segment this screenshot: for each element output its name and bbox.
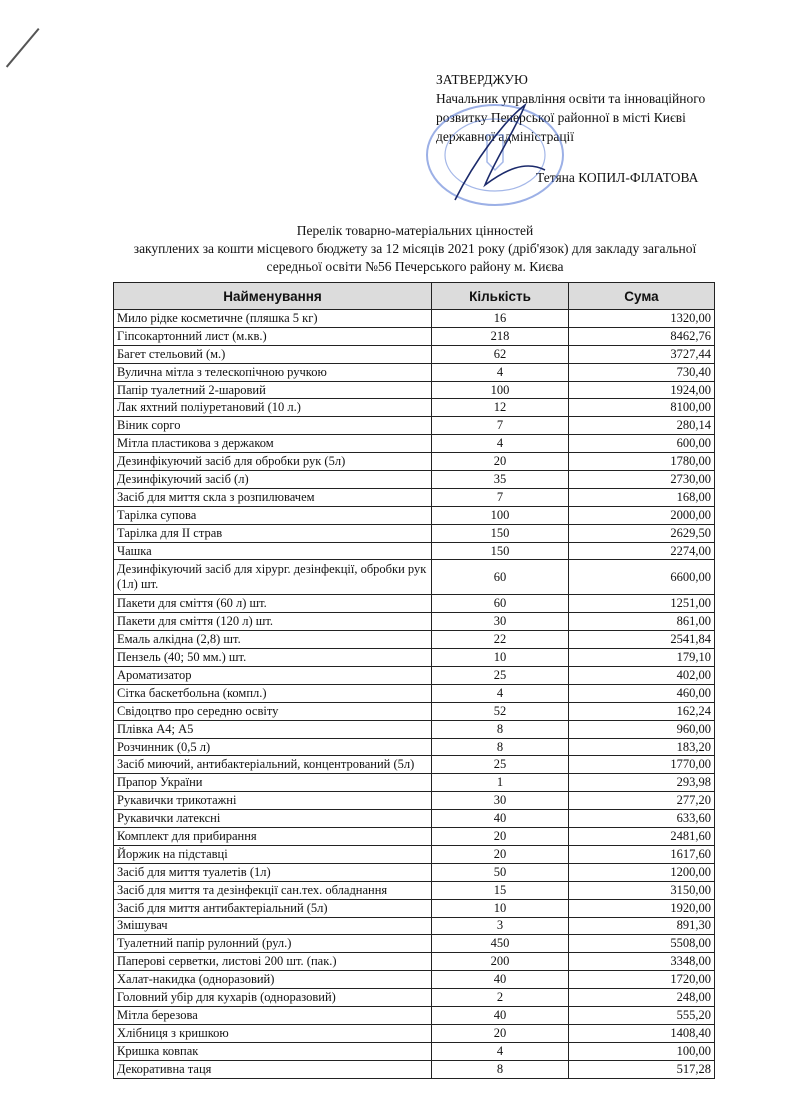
table-row bbox=[114, 667, 715, 685]
item-sum-cell: 8100,00 bbox=[569, 399, 715, 417]
item-sum-cell: 460,00 bbox=[569, 684, 715, 702]
item-sum-cell: 2000,00 bbox=[569, 506, 715, 524]
item-name-cell: Тарілка для ІІ страв bbox=[114, 524, 432, 542]
scan-mark bbox=[6, 28, 40, 68]
table-row bbox=[114, 899, 715, 917]
item-name-cell: Лак яхтний поліуретановий (10 л.) bbox=[114, 399, 432, 417]
item-name-cell: Паперові серветки, листові 200 шт. (пак.) bbox=[114, 953, 432, 971]
item-name-cell: Халат-накидка (одноразовий) bbox=[114, 971, 432, 989]
item-quantity-cell: 8 bbox=[432, 720, 569, 738]
item-sum-cell: 1770,00 bbox=[569, 756, 715, 774]
item-name-cell: Чашка bbox=[114, 542, 432, 560]
table-row bbox=[114, 435, 715, 453]
table-row bbox=[114, 613, 715, 631]
official-stamp bbox=[415, 100, 570, 210]
table-row bbox=[114, 471, 715, 489]
heading-line: закуплених за кошти місцевого бюджету за 12 місяців 2021 року (дріб'язок) для закладу загальної bbox=[133, 241, 697, 256]
item-sum-cell: 1617,60 bbox=[569, 845, 715, 863]
item-quantity-cell: 15 bbox=[432, 881, 569, 899]
item-name-cell: Дезинфікуючий засіб для хірург. дезінфекції, обробки рук (1л) шт. bbox=[114, 560, 432, 595]
table-row bbox=[114, 1060, 715, 1078]
heading-line: Перелік товарно-матеріальних цінностей bbox=[296, 223, 534, 238]
item-quantity-cell: 2 bbox=[432, 989, 569, 1007]
table-row bbox=[114, 506, 715, 524]
item-quantity-cell: 50 bbox=[432, 863, 569, 881]
approval-position: розвитку Печерської районної в місті Києві bbox=[436, 110, 686, 125]
item-quantity-cell: 52 bbox=[432, 702, 569, 720]
item-sum-cell: 293,98 bbox=[569, 774, 715, 792]
item-name-cell: Засіб миючий, антибактеріальний, концентрований (5л) bbox=[114, 756, 432, 774]
item-sum-cell: 2274,00 bbox=[569, 542, 715, 560]
item-name-cell: Кришка ковпак bbox=[114, 1042, 432, 1060]
item-name-cell: Ароматизатор bbox=[114, 667, 432, 685]
item-quantity-cell: 4 bbox=[432, 435, 569, 453]
table-row bbox=[114, 756, 715, 774]
approval-position: державної адміністрації bbox=[436, 129, 575, 144]
item-name-cell: Вулична мітла з телескопічною ручкою bbox=[114, 363, 432, 381]
table-row bbox=[114, 810, 715, 828]
table-row bbox=[114, 417, 715, 435]
item-name-cell: Свідоцтво про середню освіту bbox=[114, 702, 432, 720]
item-quantity-cell: 30 bbox=[432, 613, 569, 631]
table-row bbox=[114, 881, 715, 899]
stamp-inner-ring bbox=[445, 119, 545, 191]
item-name-cell: Пакети для сміття (120 л) шт. bbox=[114, 613, 432, 631]
item-sum-cell: 5508,00 bbox=[569, 935, 715, 953]
item-quantity-cell: 3 bbox=[432, 917, 569, 935]
item-sum-cell: 2481,60 bbox=[569, 828, 715, 846]
table-row bbox=[114, 560, 715, 595]
table-row bbox=[114, 345, 715, 363]
item-name-cell: Хлібниця з кришкою bbox=[114, 1024, 432, 1042]
table-row bbox=[114, 684, 715, 702]
item-name-cell: Декоративна таця bbox=[114, 1060, 432, 1078]
item-sum-cell: 277,20 bbox=[569, 792, 715, 810]
item-sum-cell: 1200,00 bbox=[569, 863, 715, 881]
item-sum-cell: 179,10 bbox=[569, 649, 715, 667]
item-name-cell: Змішувач bbox=[114, 917, 432, 935]
item-sum-cell: 162,24 bbox=[569, 702, 715, 720]
column-header-quantity: Кількість bbox=[432, 283, 569, 310]
item-name-cell: Тарілка супова bbox=[114, 506, 432, 524]
item-quantity-cell: 450 bbox=[432, 935, 569, 953]
item-quantity-cell: 4 bbox=[432, 1042, 569, 1060]
table-row bbox=[114, 917, 715, 935]
table-row bbox=[114, 953, 715, 971]
table-row bbox=[114, 399, 715, 417]
table-row bbox=[114, 524, 715, 542]
item-quantity-cell: 20 bbox=[432, 1024, 569, 1042]
item-quantity-cell: 16 bbox=[432, 310, 569, 328]
table-row bbox=[114, 542, 715, 560]
item-name-cell: Головний убір для кухарів (одноразовий) bbox=[114, 989, 432, 1007]
item-quantity-cell: 8 bbox=[432, 1060, 569, 1078]
table-row bbox=[114, 1024, 715, 1042]
item-sum-cell: 730,40 bbox=[569, 363, 715, 381]
heading-line: середньої освіти №56 Печерського району м. Києва bbox=[266, 259, 564, 274]
item-sum-cell: 3150,00 bbox=[569, 881, 715, 899]
table-row bbox=[114, 863, 715, 881]
item-name-cell: Рукавички латексні bbox=[114, 810, 432, 828]
table-row bbox=[114, 738, 715, 756]
item-quantity-cell: 1 bbox=[432, 774, 569, 792]
item-name-cell: Засіб для миття скла з розпилювачем bbox=[114, 488, 432, 506]
item-quantity-cell: 4 bbox=[432, 684, 569, 702]
item-name-cell: Мило рідке косметичне (пляшка 5 кг) bbox=[114, 310, 432, 328]
item-name-cell: Папір туалетний 2-шаровий bbox=[114, 381, 432, 399]
table-row bbox=[114, 488, 715, 506]
item-quantity-cell: 60 bbox=[432, 595, 569, 613]
item-sum-cell: 1408,40 bbox=[569, 1024, 715, 1042]
item-sum-cell: 2541,84 bbox=[569, 631, 715, 649]
item-sum-cell: 402,00 bbox=[569, 667, 715, 685]
approval-position: Начальник управління освіти та інноваційного bbox=[436, 91, 706, 106]
stamp-outer-ring bbox=[427, 105, 563, 205]
item-name-cell: Комплект для прибирання bbox=[114, 828, 432, 846]
table-row bbox=[114, 631, 715, 649]
table-row bbox=[114, 363, 715, 381]
item-name-cell: Мітла березова bbox=[114, 1006, 432, 1024]
item-quantity-cell: 20 bbox=[432, 828, 569, 846]
item-name-cell: Пакети для сміття (60 л) шт. bbox=[114, 595, 432, 613]
item-sum-cell: 555,20 bbox=[569, 1006, 715, 1024]
item-sum-cell: 1780,00 bbox=[569, 453, 715, 471]
item-name-cell: Дезинфікуючий засіб (л) bbox=[114, 471, 432, 489]
item-quantity-cell: 25 bbox=[432, 667, 569, 685]
item-sum-cell: 2730,00 bbox=[569, 471, 715, 489]
table-row bbox=[114, 792, 715, 810]
item-quantity-cell: 20 bbox=[432, 845, 569, 863]
item-quantity-cell: 8 bbox=[432, 738, 569, 756]
item-sum-cell: 3727,44 bbox=[569, 345, 715, 363]
item-sum-cell: 183,20 bbox=[569, 738, 715, 756]
item-quantity-cell: 10 bbox=[432, 649, 569, 667]
item-sum-cell: 2629,50 bbox=[569, 524, 715, 542]
table-row bbox=[114, 310, 715, 328]
item-quantity-cell: 150 bbox=[432, 542, 569, 560]
item-quantity-cell: 25 bbox=[432, 756, 569, 774]
item-sum-cell: 1251,00 bbox=[569, 595, 715, 613]
table-header-row bbox=[114, 283, 715, 310]
item-name-cell: Емаль алкідна (2,8) шт. bbox=[114, 631, 432, 649]
item-name-cell: Засіб для миття та дезінфекції сан.тех. обладнання bbox=[114, 881, 432, 899]
item-sum-cell: 600,00 bbox=[569, 435, 715, 453]
item-sum-cell: 168,00 bbox=[569, 488, 715, 506]
item-sum-cell: 1924,00 bbox=[569, 381, 715, 399]
item-quantity-cell: 10 bbox=[432, 899, 569, 917]
item-quantity-cell: 7 bbox=[432, 488, 569, 506]
item-quantity-cell: 35 bbox=[432, 471, 569, 489]
column-header-sum: Сума bbox=[569, 283, 715, 310]
item-sum-cell: 6600,00 bbox=[569, 560, 715, 595]
item-sum-cell: 100,00 bbox=[569, 1042, 715, 1060]
item-quantity-cell: 62 bbox=[432, 345, 569, 363]
item-quantity-cell: 40 bbox=[432, 971, 569, 989]
item-name-cell: Мітла пластикова з держаком bbox=[114, 435, 432, 453]
item-sum-cell: 861,00 bbox=[569, 613, 715, 631]
goods-table bbox=[113, 282, 715, 1079]
item-name-cell: Сітка баскетбольна (компл.) bbox=[114, 684, 432, 702]
item-name-cell: Дезинфікуючий засіб для обробки рук (5л) bbox=[114, 453, 432, 471]
item-quantity-cell: 7 bbox=[432, 417, 569, 435]
table-row bbox=[114, 649, 715, 667]
item-name-cell: Віник сорго bbox=[114, 417, 432, 435]
item-name-cell: Йоржик на підставці bbox=[114, 845, 432, 863]
item-sum-cell: 8462,76 bbox=[569, 327, 715, 345]
item-quantity-cell: 30 bbox=[432, 792, 569, 810]
item-sum-cell: 1920,00 bbox=[569, 899, 715, 917]
item-quantity-cell: 40 bbox=[432, 810, 569, 828]
approval-title: ЗАТВЕРДЖУЮ bbox=[436, 72, 528, 87]
table-row bbox=[114, 845, 715, 863]
document-heading bbox=[100, 222, 730, 276]
table-row bbox=[114, 774, 715, 792]
item-sum-cell: 280,14 bbox=[569, 417, 715, 435]
table-row bbox=[114, 381, 715, 399]
table-row bbox=[114, 595, 715, 613]
table-row bbox=[114, 828, 715, 846]
table-body bbox=[114, 310, 715, 1079]
table-row bbox=[114, 971, 715, 989]
item-quantity-cell: 200 bbox=[432, 953, 569, 971]
item-name-cell: Прапор України bbox=[114, 774, 432, 792]
table-row bbox=[114, 702, 715, 720]
table-row bbox=[114, 1042, 715, 1060]
item-name-cell: Туалетний папір рулонний (рул.) bbox=[114, 935, 432, 953]
table-row bbox=[114, 453, 715, 471]
item-sum-cell: 891,30 bbox=[569, 917, 715, 935]
table-row bbox=[114, 1006, 715, 1024]
item-quantity-cell: 100 bbox=[432, 506, 569, 524]
item-quantity-cell: 4 bbox=[432, 363, 569, 381]
item-sum-cell: 1320,00 bbox=[569, 310, 715, 328]
item-quantity-cell: 218 bbox=[432, 327, 569, 345]
item-name-cell: Плівка А4; А5 bbox=[114, 720, 432, 738]
item-quantity-cell: 40 bbox=[432, 1006, 569, 1024]
item-name-cell: Багет стельовий (м.) bbox=[114, 345, 432, 363]
item-name-cell: Розчинник (0,5 л) bbox=[114, 738, 432, 756]
item-name-cell: Засіб для миття туалетів (1л) bbox=[114, 863, 432, 881]
item-quantity-cell: 100 bbox=[432, 381, 569, 399]
table-row bbox=[114, 935, 715, 953]
item-quantity-cell: 60 bbox=[432, 560, 569, 595]
item-name-cell: Гіпсокартонний лист (м.кв.) bbox=[114, 327, 432, 345]
item-quantity-cell: 12 bbox=[432, 399, 569, 417]
table-row bbox=[114, 989, 715, 1007]
table-row bbox=[114, 327, 715, 345]
approval-signer: Тетяна КОПИЛ-ФІЛАТОВА bbox=[536, 170, 699, 185]
table-row bbox=[114, 720, 715, 738]
item-quantity-cell: 150 bbox=[432, 524, 569, 542]
item-sum-cell: 1720,00 bbox=[569, 971, 715, 989]
item-name-cell: Засіб для миття антибактеріальний (5л) bbox=[114, 899, 432, 917]
item-quantity-cell: 20 bbox=[432, 453, 569, 471]
item-sum-cell: 3348,00 bbox=[569, 953, 715, 971]
column-header-name: Найменування bbox=[114, 283, 432, 310]
item-sum-cell: 517,28 bbox=[569, 1060, 715, 1078]
item-sum-cell: 960,00 bbox=[569, 720, 715, 738]
item-sum-cell: 248,00 bbox=[569, 989, 715, 1007]
item-sum-cell: 633,60 bbox=[569, 810, 715, 828]
item-name-cell: Рукавички трикотажні bbox=[114, 792, 432, 810]
item-quantity-cell: 22 bbox=[432, 631, 569, 649]
item-name-cell: Пензель (40; 50 мм.) шт. bbox=[114, 649, 432, 667]
